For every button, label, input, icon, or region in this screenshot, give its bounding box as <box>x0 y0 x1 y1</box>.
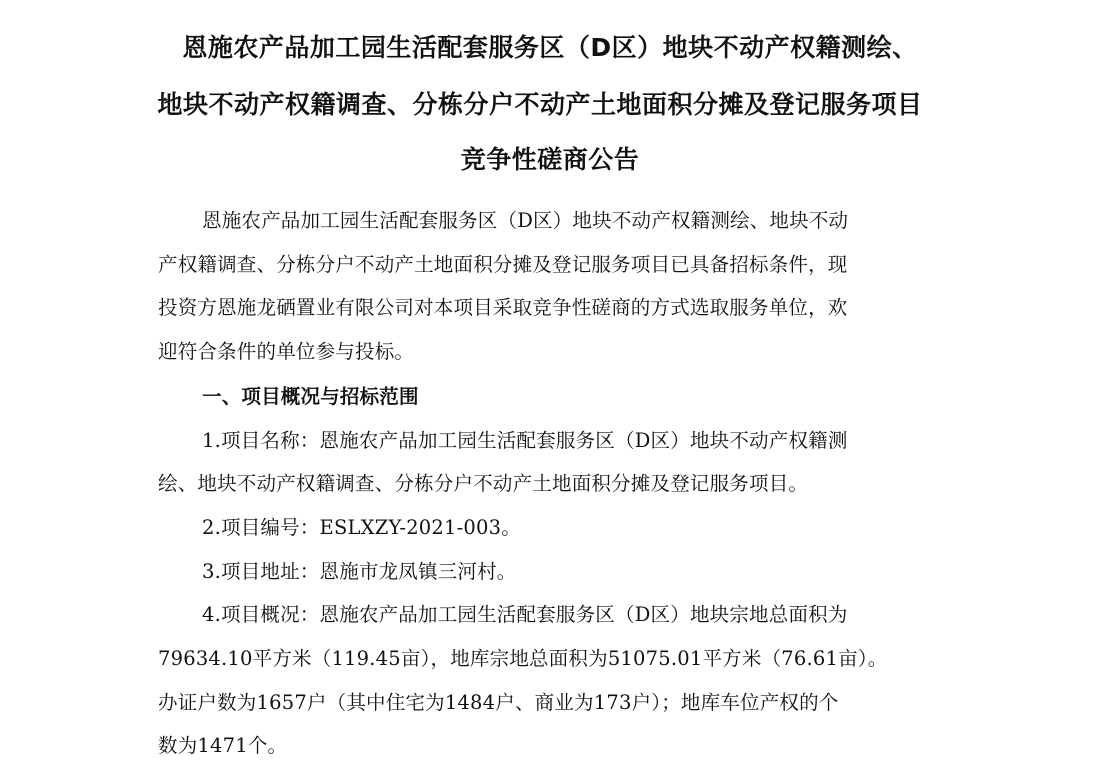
document-title-line-2: 地块不动产权籍调查、分栋分户不动产土地面积分摊及登记服务项目 <box>157 90 923 119</box>
item-1-line-1: 1.项目名称：恩施农产品加工园生活配套服务区（D区）地块不动产权籍测 <box>202 429 848 452</box>
intro-line-4: 迎符合条件的单位参与投标。 <box>158 340 415 363</box>
intro-line-3: 投资方恩施龙硒置业有限公司对本项目采取竞争性磋商的方式选取服务单位，欢 <box>158 296 848 319</box>
document-title-line-1: 恩施农产品加工园生活配套服务区（D区）地块不动产权籍测绘、 <box>182 33 918 62</box>
section-heading: 一、项目概况与招标范围 <box>202 385 419 408</box>
item-2: 2.项目编号：ESLXZY-2021-003。 <box>202 516 521 539</box>
item-4-line-4: 数为1471个。 <box>158 734 288 757</box>
item-4-line-1: 4.项目概况：恩施农产品加工园生活配套服务区（D区）地块宗地总面积为 <box>202 603 848 626</box>
item-4-line-3: 办证户数为1657户（其中住宅为1484户、商业为173户）；地库车位产权的个 <box>158 691 839 714</box>
item-1-line-2: 绘、地块不动产权籍调查、分栋分户不动产土地面积分摊及登记服务项目。 <box>158 472 809 495</box>
item-3: 3.项目地址：恩施市龙凤镇三河村。 <box>202 560 517 583</box>
intro-line-2: 产权籍调查、分栋分户不动产土地面积分摊及登记服务项目已具备招标条件，现 <box>158 253 848 276</box>
item-4-line-2: 79634.10平方米（119.45亩），地库宗地总面积为51075.01平方米（76.61亩）。 <box>158 647 888 670</box>
document-title-line-3: 竞争性磋商公告 <box>460 145 640 174</box>
intro-line-1: 恩施农产品加工园生活配套服务区（D区）地块不动产权籍测绘、地块不动 <box>202 209 849 232</box>
